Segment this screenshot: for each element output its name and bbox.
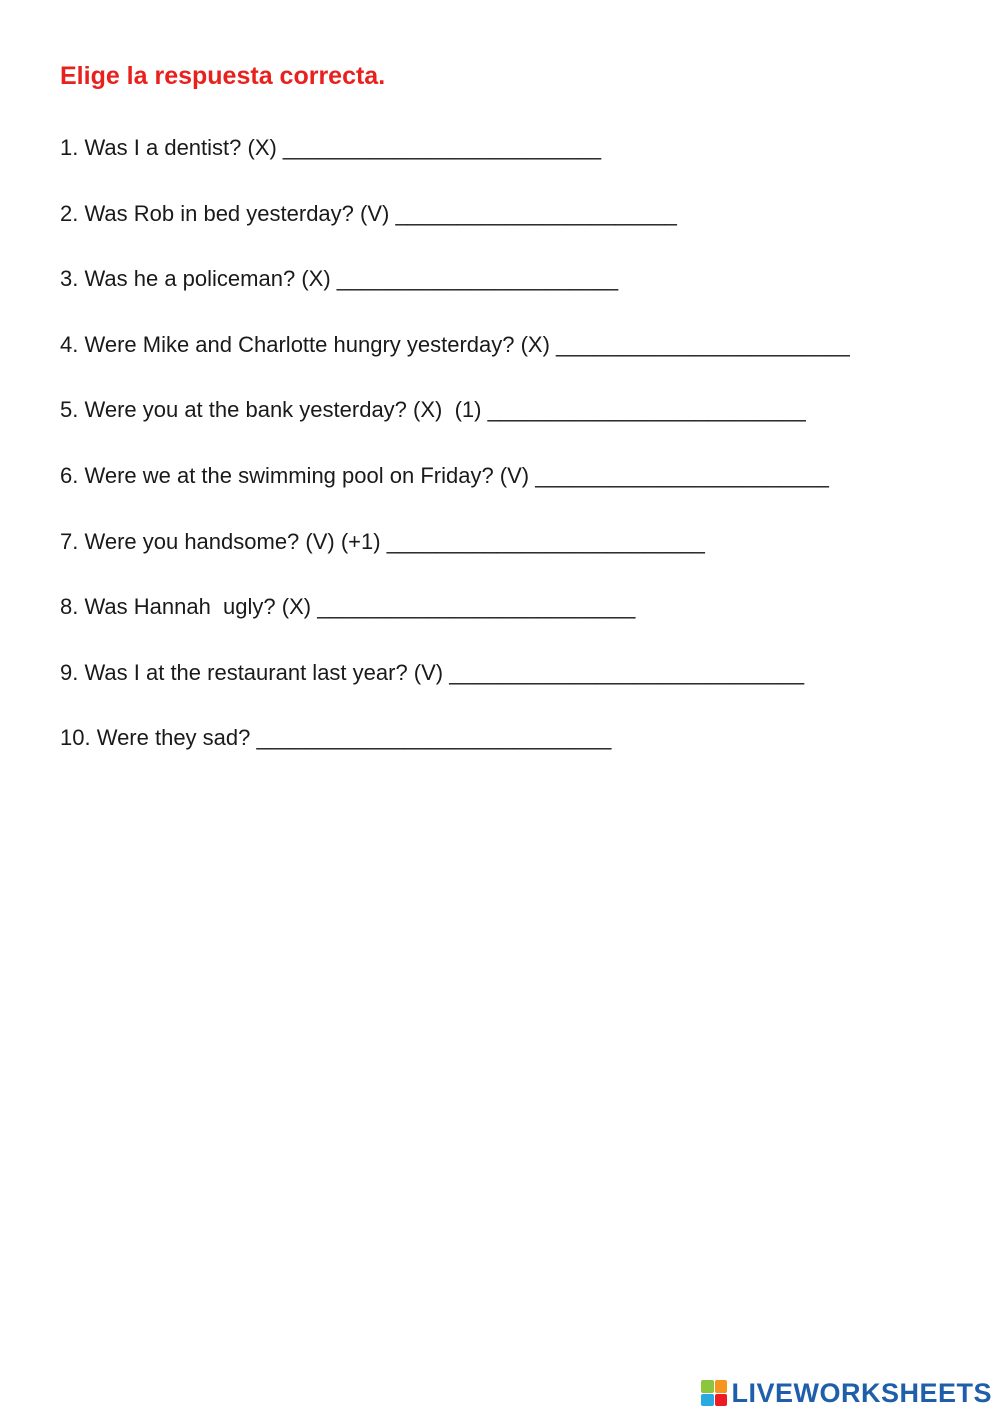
question-list	[60, 130, 850, 786]
logo-square-green	[701, 1380, 714, 1393]
question-5: 5. Were you at the bank yesterday? (X) (1) __________________________	[60, 397, 806, 423]
question-4: 4. Were Mike and Charlotte hungry yesterday? (X) ________________________	[60, 331, 850, 357]
logo-square-red	[715, 1394, 728, 1407]
logo-square-blue	[701, 1394, 714, 1407]
liveworksheets-wordmark: LIVEWORKSHEETS	[731, 1377, 992, 1408]
liveworksheets-branding	[701, 1378, 992, 1408]
question-2: 2. Was Rob in bed yesterday? (V) _______________________	[60, 200, 677, 226]
question-9: 9. Was I at the restaurant last year? (V) _____________________________	[60, 659, 805, 685]
question-1: 1. Was I a dentist? (X) __________________________	[60, 135, 602, 160]
question-7: 7. Were you handsome? (V) (+1) __________________________	[60, 528, 705, 554]
question-8: 8. Was Hannah ugly? (X) __________________________	[60, 594, 636, 620]
question-3: 3. Was he a policeman? (X) _______________________	[60, 266, 619, 292]
liveworksheets-logo-icon	[701, 1380, 727, 1406]
logo-square-orange	[715, 1380, 728, 1393]
question-6: 6. Were we at the swimming pool on Friday? (V) ________________________	[60, 462, 829, 488]
worksheet-title: Elige la respuesta correcta.	[60, 62, 386, 90]
question-10: 10. Were they sad? _____________________________	[60, 725, 612, 751]
